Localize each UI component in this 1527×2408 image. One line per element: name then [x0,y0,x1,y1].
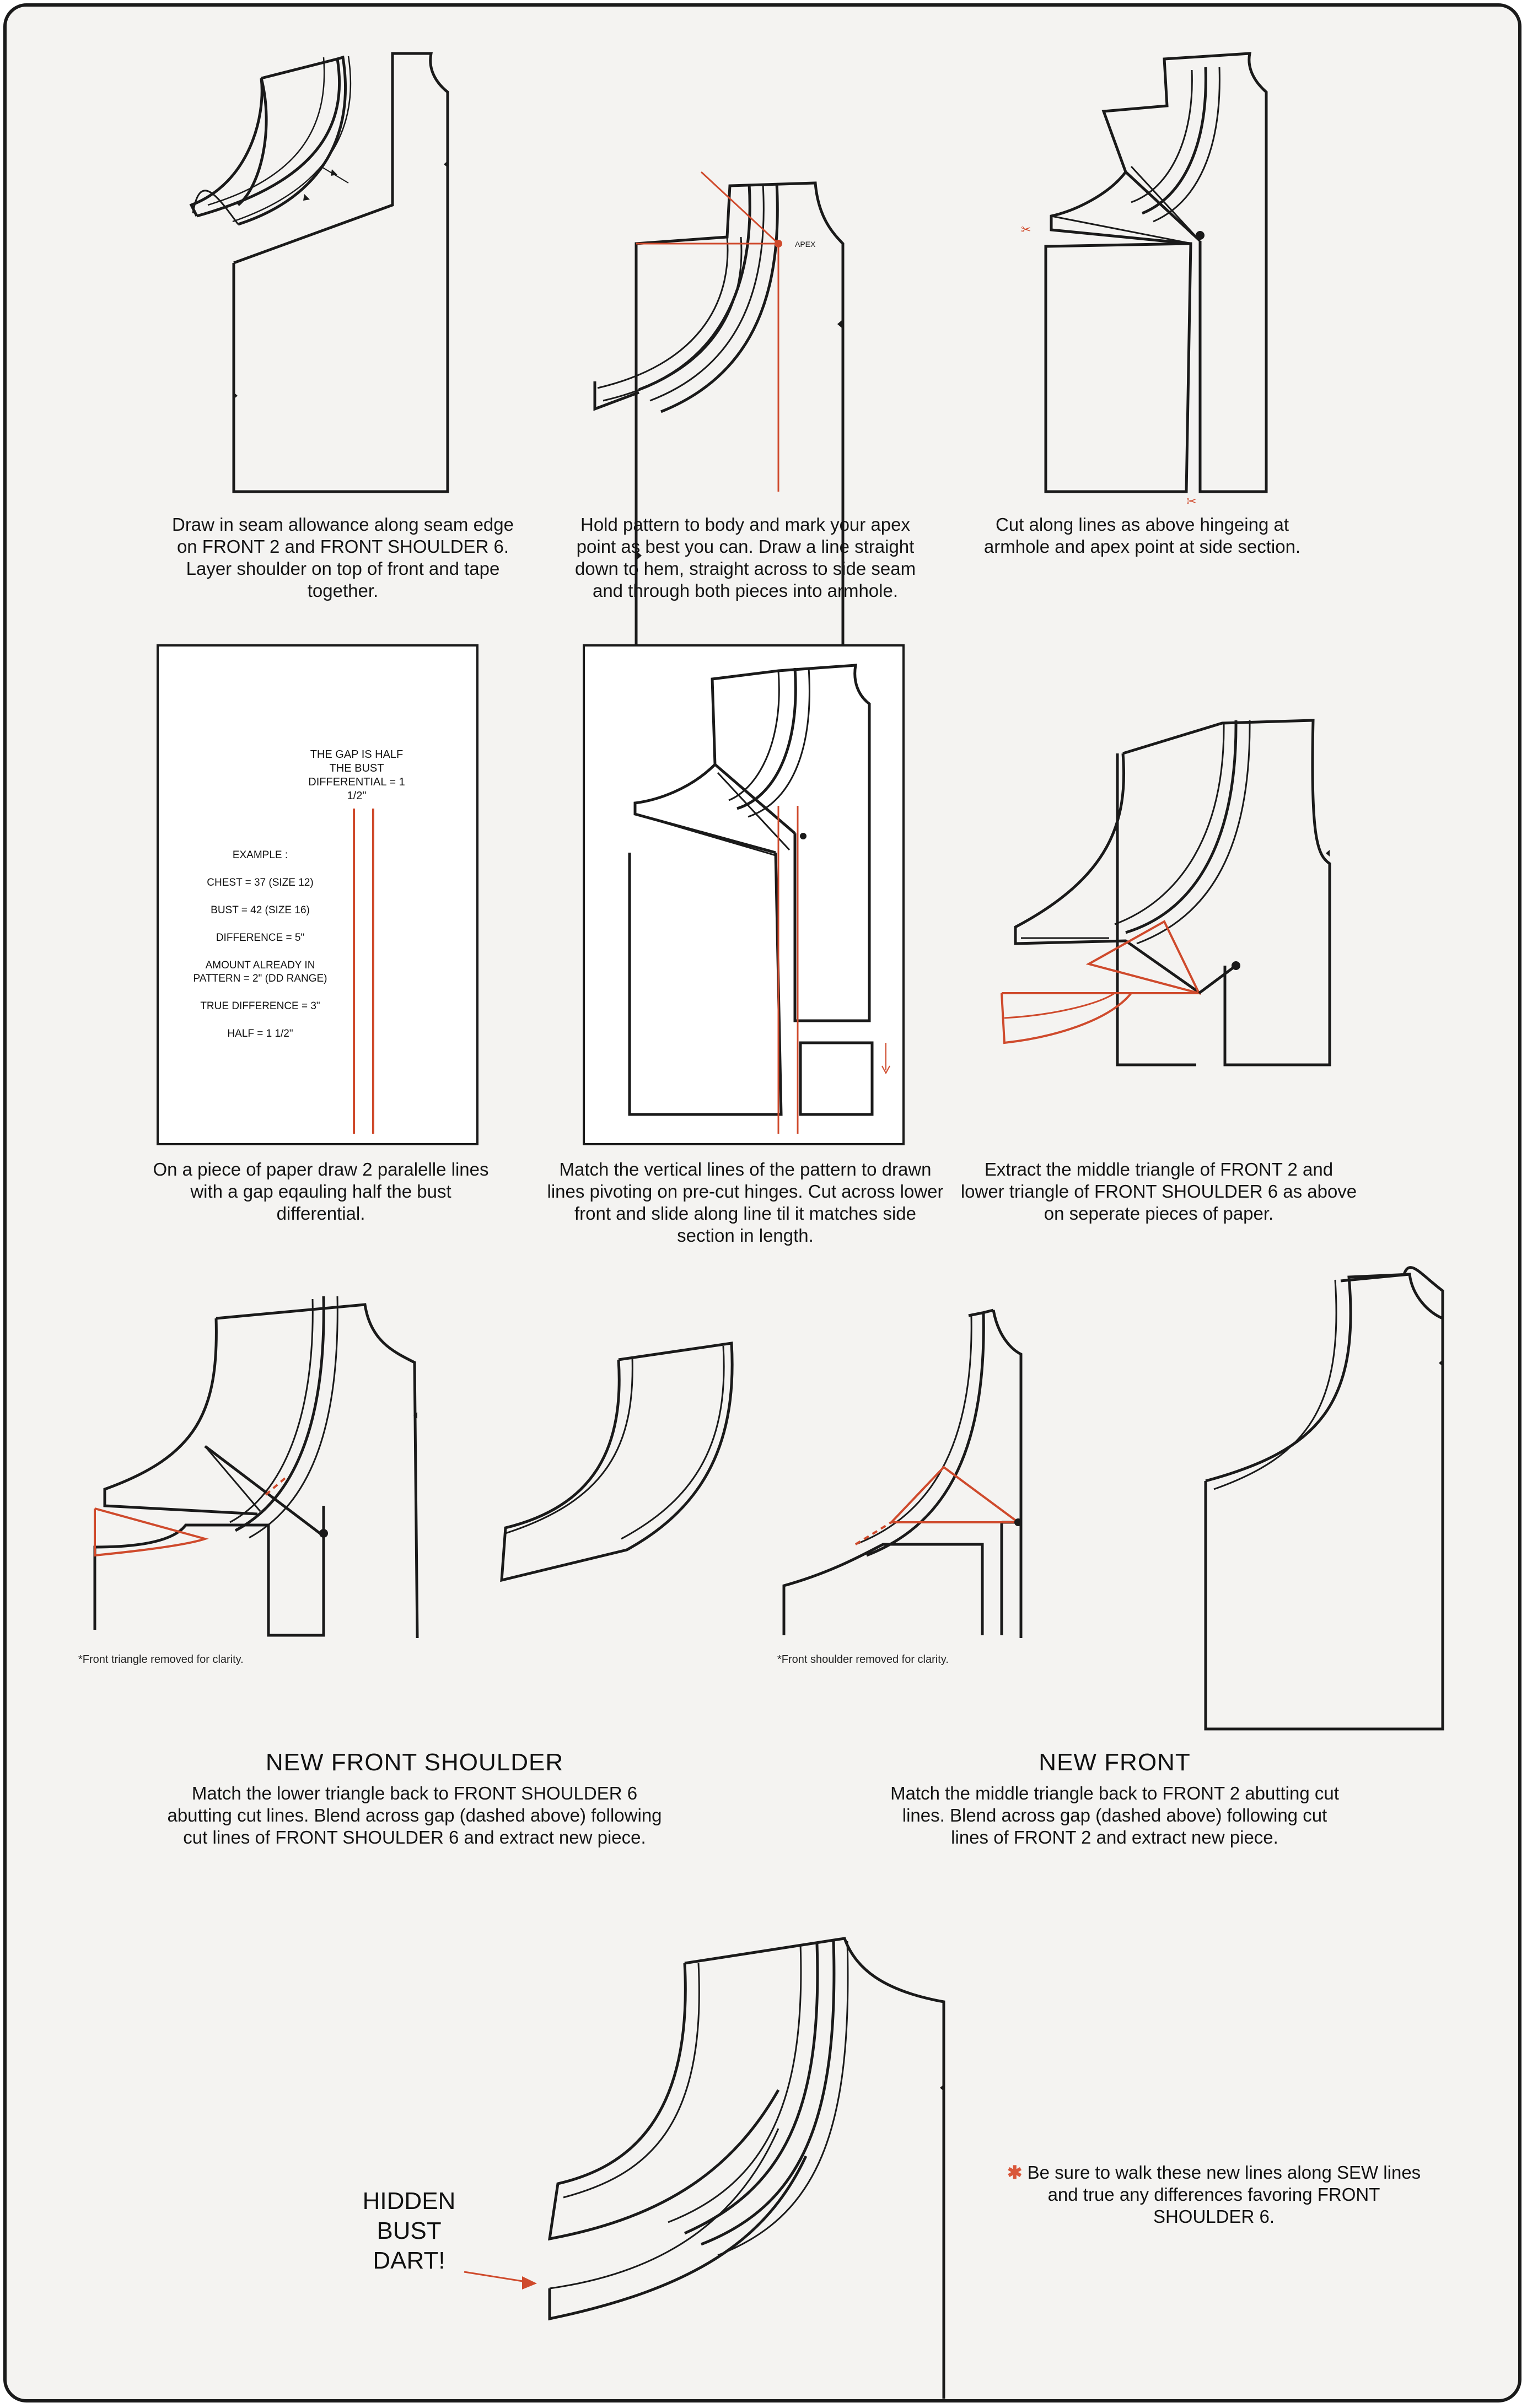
shoulder-note: *Front triangle removed for clarity. [78,1653,244,1666]
front-caption: Match the middle triangle back to FRONT 2 abutting cut lines. Blend across gap (dashed above) following cut lines of FRONT 2 and extract new piece. [890,1783,1339,1847]
example-line: EXAMPLE : [232,849,288,861]
step1-illustration [191,53,448,492]
step3-caption: Cut along lines as above hingeing at armhole and apex point at side section. [983,514,1301,557]
example-line: TRUE DIFFERENCE = 3" [200,1000,320,1012]
example-line: BUST = 42 (SIZE 16) [211,904,310,916]
asterisk-icon: ✱ [1007,2162,1023,2183]
example-line: CHEST = 37 (SIZE 12) [207,877,314,888]
apex-label: APEX [795,240,816,249]
warning-text: Be sure to walk these new lines along SEW lines and true any differences favoring FRONT SHOULDER 6. [1027,2162,1421,2227]
example-line: AMOUNT ALREADY IN PATTERN = 2" (DD RANGE) [193,960,327,984]
step6-caption: Extract the middle triangle of FRONT 2 and lower triangle of FRONT SHOULDER 6 as above on seperate pieces of paper. [960,1159,1357,1224]
svg-text:✂: ✂ [1186,495,1197,509]
step4-caption: On a piece of paper draw 2 paralelle lines with a gap eqauling half the bust differential. [153,1159,489,1224]
warning-note [999,2162,1429,2228]
example-list [183,849,337,1055]
example-line: HALF = 1 1/2" [227,1028,293,1039]
gap-label: THE GAP IS HALF THE BUST DIFFERENTIAL = 1 1/2" [308,748,405,802]
hidden-bust-dart-label: HIDDEN BUST DART! [362,2188,456,2274]
new-front-shoulder-illustration [95,1296,732,1638]
new-front-heading: NEW FRONT [1039,1749,1191,1776]
step3-illustration [1021,53,1266,509]
step2-caption: Hold pattern to body and mark your apex point as best you can. Draw a line straight down to hem, straight across to side seam and through both pieces into armhole. [574,514,916,601]
front-note: *Front shoulder removed for clarity. [777,1653,949,1666]
shoulder-caption: Match the lower triangle back to FRONT SHOULDER 6 abutting cut lines. Blend across gap (dashed above) following cut lines of FRONT SHOULDER 6 and extract new piece. [167,1783,662,1847]
final-illustration [464,1938,944,2399]
step2-illustration [595,172,843,696]
step6-illustration [1002,720,1330,1065]
step5-paper [584,645,904,1144]
diagram-frame [3,3,1521,2402]
svg-text:✂: ✂ [1021,223,1031,237]
example-line: DIFFERENCE = 5" [216,932,305,944]
step1-caption: Draw in seam allowance along seam edge on FRONT 2 and FRONT SHOULDER 6. Layer shoulder on top of front and tape together. [171,514,514,601]
step5-caption: Match the vertical lines of the pattern to drawn lines pivoting on pre-cut hinges. Cut across lower front and slide along line til it matches side section in length. [547,1159,944,1246]
new-front-shoulder-heading: NEW FRONT SHOULDER [265,1749,564,1776]
